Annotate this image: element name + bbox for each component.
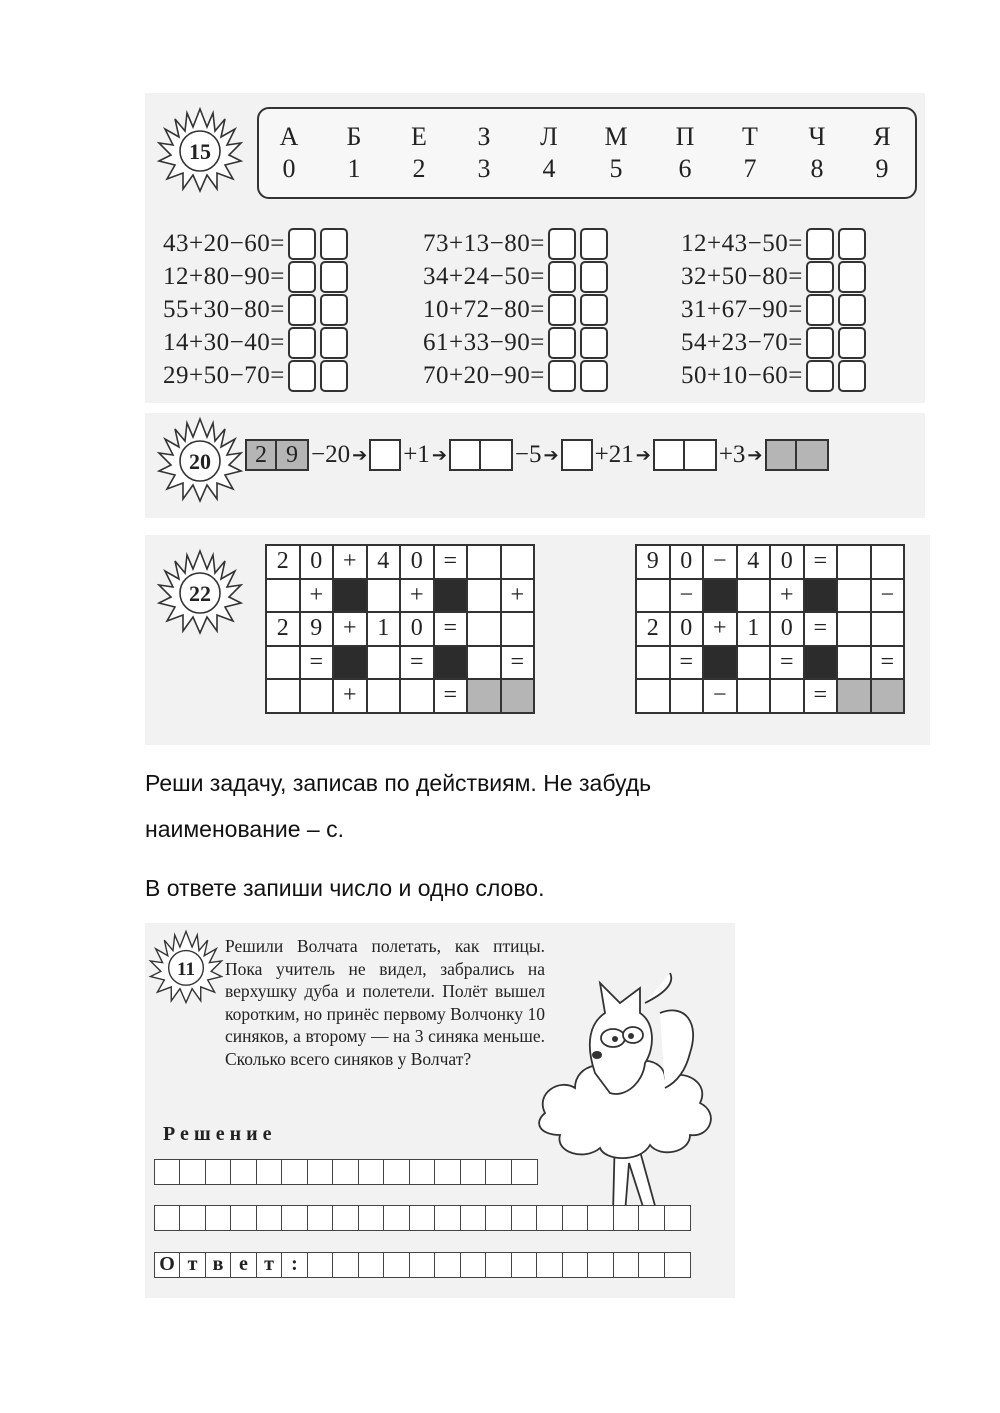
empty-cell[interactable] — [636, 679, 670, 713]
empty-cell[interactable] — [837, 612, 871, 646]
instruction-line: В ответе запиши число и одно слово. — [145, 875, 545, 901]
instruction-line: Реши задачу, записав по действиям. Не забудь — [145, 770, 652, 796]
chain-final-box[interactable] — [797, 439, 829, 471]
crossword-row — [266, 545, 534, 579]
grid-cell[interactable] — [613, 1205, 640, 1231]
grid-cell[interactable] — [383, 1159, 410, 1185]
equation-row: 12+43−50= — [681, 227, 866, 261]
empty-cell[interactable] — [737, 679, 771, 713]
given-cell: 2 — [636, 612, 670, 646]
cipher-pair: А 0 — [279, 122, 299, 183]
cipher-pair: Б 1 — [346, 122, 362, 183]
answer-box[interactable] — [548, 228, 576, 260]
answer-box[interactable] — [838, 327, 866, 359]
answer-label-cell: т — [179, 1252, 206, 1278]
empty-cell[interactable] — [266, 646, 300, 680]
answer-box[interactable] — [838, 228, 866, 260]
crossword-row — [266, 579, 534, 613]
grid-cell[interactable] — [664, 1252, 691, 1278]
given-cell: = — [770, 646, 804, 680]
crossword-grid-right — [635, 544, 905, 714]
sun-badge-22-icon — [155, 547, 245, 637]
sun-badge-20-number: 20 — [189, 449, 211, 474]
answer-label-cell: : — [281, 1252, 308, 1278]
grid-cell[interactable] — [332, 1252, 359, 1278]
given-cell: = — [670, 646, 704, 680]
blocked-cell — [804, 579, 838, 613]
chain-operation: +1 — [403, 441, 430, 468]
grid-cell[interactable] — [230, 1159, 257, 1185]
grid-cell[interactable] — [587, 1252, 614, 1278]
given-cell: + — [333, 612, 367, 646]
start-digit: 2 — [245, 439, 277, 471]
grid-cell[interactable] — [307, 1252, 334, 1278]
equation-row: 70+20−90= — [423, 359, 608, 393]
given-cell: 9 — [636, 545, 670, 579]
given-cell: 2 — [266, 545, 300, 579]
blocked-cell — [333, 646, 367, 680]
blocked-cell — [804, 646, 838, 680]
empty-cell[interactable] — [266, 679, 300, 713]
equation-row: 12+80−90= — [163, 260, 348, 294]
answer-box[interactable] — [838, 294, 866, 326]
chain-operation: +21 — [594, 441, 634, 468]
empty-cell[interactable] — [367, 679, 401, 713]
exercise-20-panel — [145, 413, 925, 518]
given-cell: = — [300, 646, 334, 680]
answer-box[interactable] — [320, 360, 348, 392]
chain-answer-box[interactable] — [653, 439, 685, 471]
given-cell: 0 — [770, 545, 804, 579]
given-cell: 0 — [670, 612, 704, 646]
answer-box[interactable] — [320, 294, 348, 326]
given-cell: − — [670, 579, 704, 613]
sun-badge-22-number: 22 — [189, 581, 211, 606]
empty-cell[interactable] — [467, 612, 501, 646]
grid-cell[interactable] — [434, 1205, 461, 1231]
given-cell: 0 — [400, 545, 434, 579]
sun-badge-15-number: 15 — [189, 139, 211, 164]
arrow-right-icon: ➔ — [747, 444, 763, 465]
grid-cell[interactable] — [460, 1252, 487, 1278]
cipher-pair: Я 9 — [873, 122, 891, 183]
exercise-11-panel — [145, 923, 735, 1298]
grid-cell[interactable] — [409, 1159, 436, 1185]
answer-box[interactable] — [580, 294, 608, 326]
answer-box[interactable] — [580, 327, 608, 359]
grid-cell[interactable] — [307, 1205, 334, 1231]
result-cell[interactable] — [467, 679, 501, 713]
given-cell: 0 — [400, 612, 434, 646]
given-cell: = — [434, 679, 468, 713]
sun-badge-11-icon — [147, 928, 225, 1006]
cipher-pair: Е 2 — [411, 122, 427, 183]
crossword-row — [636, 545, 904, 579]
grid-cell[interactable] — [587, 1205, 614, 1231]
grid-cell[interactable] — [179, 1205, 206, 1231]
chain-answer-box[interactable] — [481, 439, 513, 471]
grid-cell[interactable] — [256, 1205, 283, 1231]
grid-cell[interactable] — [613, 1252, 640, 1278]
empty-cell[interactable] — [737, 646, 771, 680]
result-cell[interactable] — [501, 679, 535, 713]
cipher-key-box — [257, 107, 917, 199]
grid-cell[interactable] — [358, 1252, 385, 1278]
grid-cell[interactable] — [307, 1159, 334, 1185]
grid-cell[interactable] — [332, 1205, 359, 1231]
result-cell[interactable] — [871, 679, 905, 713]
grid-cell[interactable] — [409, 1205, 436, 1231]
given-cell: 0 — [300, 545, 334, 579]
blocked-cell — [434, 646, 468, 680]
given-cell: = — [400, 646, 434, 680]
answer-box[interactable] — [806, 294, 834, 326]
answer-box[interactable] — [548, 294, 576, 326]
solution-grid-row[interactable] — [155, 1159, 538, 1185]
cipher-pair: Л 4 — [540, 122, 558, 183]
equation-row: 43+20−60= — [163, 227, 348, 261]
arrow-right-icon: ➔ — [352, 444, 368, 465]
solution-grid-row[interactable] — [155, 1205, 691, 1231]
empty-cell[interactable] — [636, 646, 670, 680]
given-cell: 0 — [770, 612, 804, 646]
cipher-pair: М 5 — [604, 122, 628, 183]
given-cell: + — [770, 579, 804, 613]
empty-cell[interactable] — [467, 579, 501, 613]
number-chain — [245, 438, 829, 472]
sun-badge-15-icon — [155, 105, 245, 195]
given-cell: 1 — [367, 612, 401, 646]
blocked-cell — [703, 579, 737, 613]
grid-cell[interactable] — [409, 1252, 436, 1278]
given-cell: 4 — [367, 545, 401, 579]
given-cell: = — [434, 545, 468, 579]
grid-cell[interactable] — [638, 1205, 665, 1231]
answer-box[interactable] — [320, 228, 348, 260]
cipher-pair: Т 7 — [742, 122, 758, 183]
given-cell: − — [703, 545, 737, 579]
answer-box[interactable] — [288, 360, 316, 392]
given-cell: = — [804, 679, 838, 713]
arrow-right-icon: ➔ — [635, 444, 651, 465]
sun-badge-20-icon — [155, 415, 245, 505]
empty-cell[interactable] — [871, 612, 905, 646]
answer-box[interactable] — [548, 360, 576, 392]
task-text: Решили Волчата полетать, как птицы. Пока учитель не видел, забрались на верхушку дуба и полетели. Полёт вышел коротким, но принёс первому Волчонку 10 синяков, а второму — на 3 синяка меньше. Сколько всего синяков у Волчат? — [225, 936, 545, 1069]
empty-cell[interactable] — [367, 646, 401, 680]
answer-box[interactable] — [838, 261, 866, 293]
grid-cell[interactable] — [358, 1205, 385, 1231]
answer-box[interactable] — [288, 261, 316, 293]
empty-cell[interactable] — [501, 545, 535, 579]
given-cell: + — [333, 545, 367, 579]
empty-cell[interactable] — [636, 579, 670, 613]
cipher-pair: З 3 — [477, 122, 491, 183]
chain-answer-box[interactable] — [685, 439, 717, 471]
empty-cell[interactable] — [837, 646, 871, 680]
given-cell: = — [871, 646, 905, 680]
exercise-15-panel — [145, 93, 925, 403]
crossword-row — [636, 612, 904, 646]
grid-cell[interactable] — [358, 1159, 385, 1185]
grid-cell[interactable] — [281, 1205, 308, 1231]
sun-badge-11-number: 11 — [177, 958, 195, 980]
empty-cell[interactable] — [837, 545, 871, 579]
equation-row: 50+10−60= — [681, 359, 866, 393]
grid-cell[interactable] — [511, 1252, 538, 1278]
start-digit: 9 — [277, 439, 309, 471]
equation-row: 32+50−80= — [681, 260, 866, 294]
crossword-row — [266, 646, 534, 680]
chain-operation: −5 — [514, 441, 542, 468]
given-cell: − — [703, 679, 737, 713]
empty-cell[interactable] — [501, 612, 535, 646]
chain-operation: −20 — [311, 441, 351, 468]
answer-box[interactable] — [288, 294, 316, 326]
grid-cell[interactable] — [460, 1159, 487, 1185]
equation-row: 10+72−80= — [423, 293, 608, 327]
grid-cell[interactable] — [664, 1205, 691, 1231]
grid-cell[interactable] — [562, 1205, 589, 1231]
given-cell: + — [501, 579, 535, 613]
given-cell: + — [703, 612, 737, 646]
given-cell: + — [400, 579, 434, 613]
given-cell: = — [804, 612, 838, 646]
equation-row: 73+13−80= — [423, 227, 608, 261]
crossword-grid-left — [265, 544, 535, 714]
arrow-right-icon: ➔ — [543, 444, 559, 465]
grid-cell[interactable] — [179, 1159, 206, 1185]
empty-cell[interactable] — [770, 679, 804, 713]
answer-box[interactable] — [806, 327, 834, 359]
empty-cell[interactable] — [467, 646, 501, 680]
given-cell: + — [300, 579, 334, 613]
empty-cell[interactable] — [467, 545, 501, 579]
answer-box[interactable] — [320, 327, 348, 359]
grid-cell[interactable] — [205, 1159, 232, 1185]
grid-cell[interactable] — [383, 1205, 410, 1231]
exercise-22-panel — [145, 535, 930, 745]
given-cell: 9 — [300, 612, 334, 646]
grid-cell[interactable] — [536, 1205, 563, 1231]
grid-cell[interactable] — [485, 1252, 512, 1278]
empty-cell[interactable] — [400, 679, 434, 713]
answer-box[interactable] — [580, 261, 608, 293]
chain-answer-box[interactable] — [561, 439, 593, 471]
answer-box[interactable] — [580, 360, 608, 392]
crossword-row — [266, 612, 534, 646]
answer-grid-row[interactable] — [155, 1252, 691, 1278]
chain-answer-box[interactable] — [369, 439, 401, 471]
crossword-row — [636, 646, 904, 680]
grid-cell[interactable] — [434, 1159, 461, 1185]
answer-box[interactable] — [288, 327, 316, 359]
grid-cell[interactable] — [485, 1205, 512, 1231]
grid-cell[interactable] — [638, 1252, 665, 1278]
grid-cell[interactable] — [562, 1252, 589, 1278]
given-cell: + — [333, 679, 367, 713]
grid-cell[interactable] — [536, 1252, 563, 1278]
grid-cell[interactable] — [256, 1159, 283, 1185]
result-cell[interactable] — [837, 679, 871, 713]
grid-cell[interactable] — [434, 1252, 461, 1278]
grid-cell[interactable] — [332, 1159, 359, 1185]
grid-cell[interactable] — [383, 1252, 410, 1278]
grid-cell[interactable] — [511, 1159, 538, 1185]
empty-cell[interactable] — [367, 579, 401, 613]
crossword-row — [636, 579, 904, 613]
answer-box[interactable] — [548, 261, 576, 293]
equation-row: 55+30−80= — [163, 293, 348, 327]
chain-operation: +3 — [718, 441, 746, 468]
answer-box[interactable] — [806, 261, 834, 293]
grid-cell[interactable] — [154, 1159, 181, 1185]
answer-box[interactable] — [806, 360, 834, 392]
blocked-cell — [703, 646, 737, 680]
empty-cell[interactable] — [737, 579, 771, 613]
blocked-cell — [333, 579, 367, 613]
equation-row: 31+67−90= — [681, 293, 866, 327]
empty-cell[interactable] — [266, 579, 300, 613]
instruction-line: наименование – с. — [145, 816, 344, 842]
chain-answer-box[interactable] — [449, 439, 481, 471]
wolf-cub-illustration — [525, 963, 725, 1223]
empty-cell[interactable] — [670, 679, 704, 713]
equation-row: 34+24−50= — [423, 260, 608, 294]
grid-cell[interactable] — [230, 1205, 257, 1231]
grid-cell[interactable] — [485, 1159, 512, 1185]
equation-row: 29+50−70= — [163, 359, 348, 393]
grid-cell[interactable] — [460, 1205, 487, 1231]
grid-cell[interactable] — [281, 1159, 308, 1185]
empty-cell[interactable] — [871, 545, 905, 579]
answer-box[interactable] — [838, 360, 866, 392]
crossword-row — [266, 679, 534, 713]
given-cell: 1 — [737, 612, 771, 646]
given-cell: = — [501, 646, 535, 680]
arrow-right-icon: ➔ — [431, 444, 447, 465]
crossword-row — [636, 679, 904, 713]
given-cell: − — [871, 579, 905, 613]
answer-box[interactable] — [806, 228, 834, 260]
given-cell: = — [434, 612, 468, 646]
answer-label-cell: О — [154, 1252, 181, 1278]
answer-box[interactable] — [288, 228, 316, 260]
grid-cell[interactable] — [154, 1205, 181, 1231]
empty-cell[interactable] — [837, 579, 871, 613]
answer-label-cell: т — [256, 1252, 283, 1278]
given-cell: 0 — [670, 545, 704, 579]
equation-row: 54+23−70= — [681, 326, 866, 360]
equation-row: 14+30−40= — [163, 326, 348, 360]
given-cell: = — [804, 545, 838, 579]
empty-cell[interactable] — [300, 679, 334, 713]
given-cell: 4 — [737, 545, 771, 579]
cipher-pair: П 6 — [675, 122, 695, 183]
grid-cell[interactable] — [511, 1205, 538, 1231]
cipher-pair: Ч 8 — [808, 122, 826, 183]
answer-box[interactable] — [320, 261, 348, 293]
equation-row: 61+33−90= — [423, 326, 608, 360]
blocked-cell — [434, 579, 468, 613]
solution-label: Решение — [163, 1123, 277, 1145]
answer-label-cell: в — [205, 1252, 232, 1278]
chain-final-box[interactable] — [765, 439, 797, 471]
answer-box[interactable] — [548, 327, 576, 359]
grid-cell[interactable] — [205, 1205, 232, 1231]
given-cell: 2 — [266, 612, 300, 646]
answer-label-cell: е — [230, 1252, 257, 1278]
answer-box[interactable] — [580, 228, 608, 260]
